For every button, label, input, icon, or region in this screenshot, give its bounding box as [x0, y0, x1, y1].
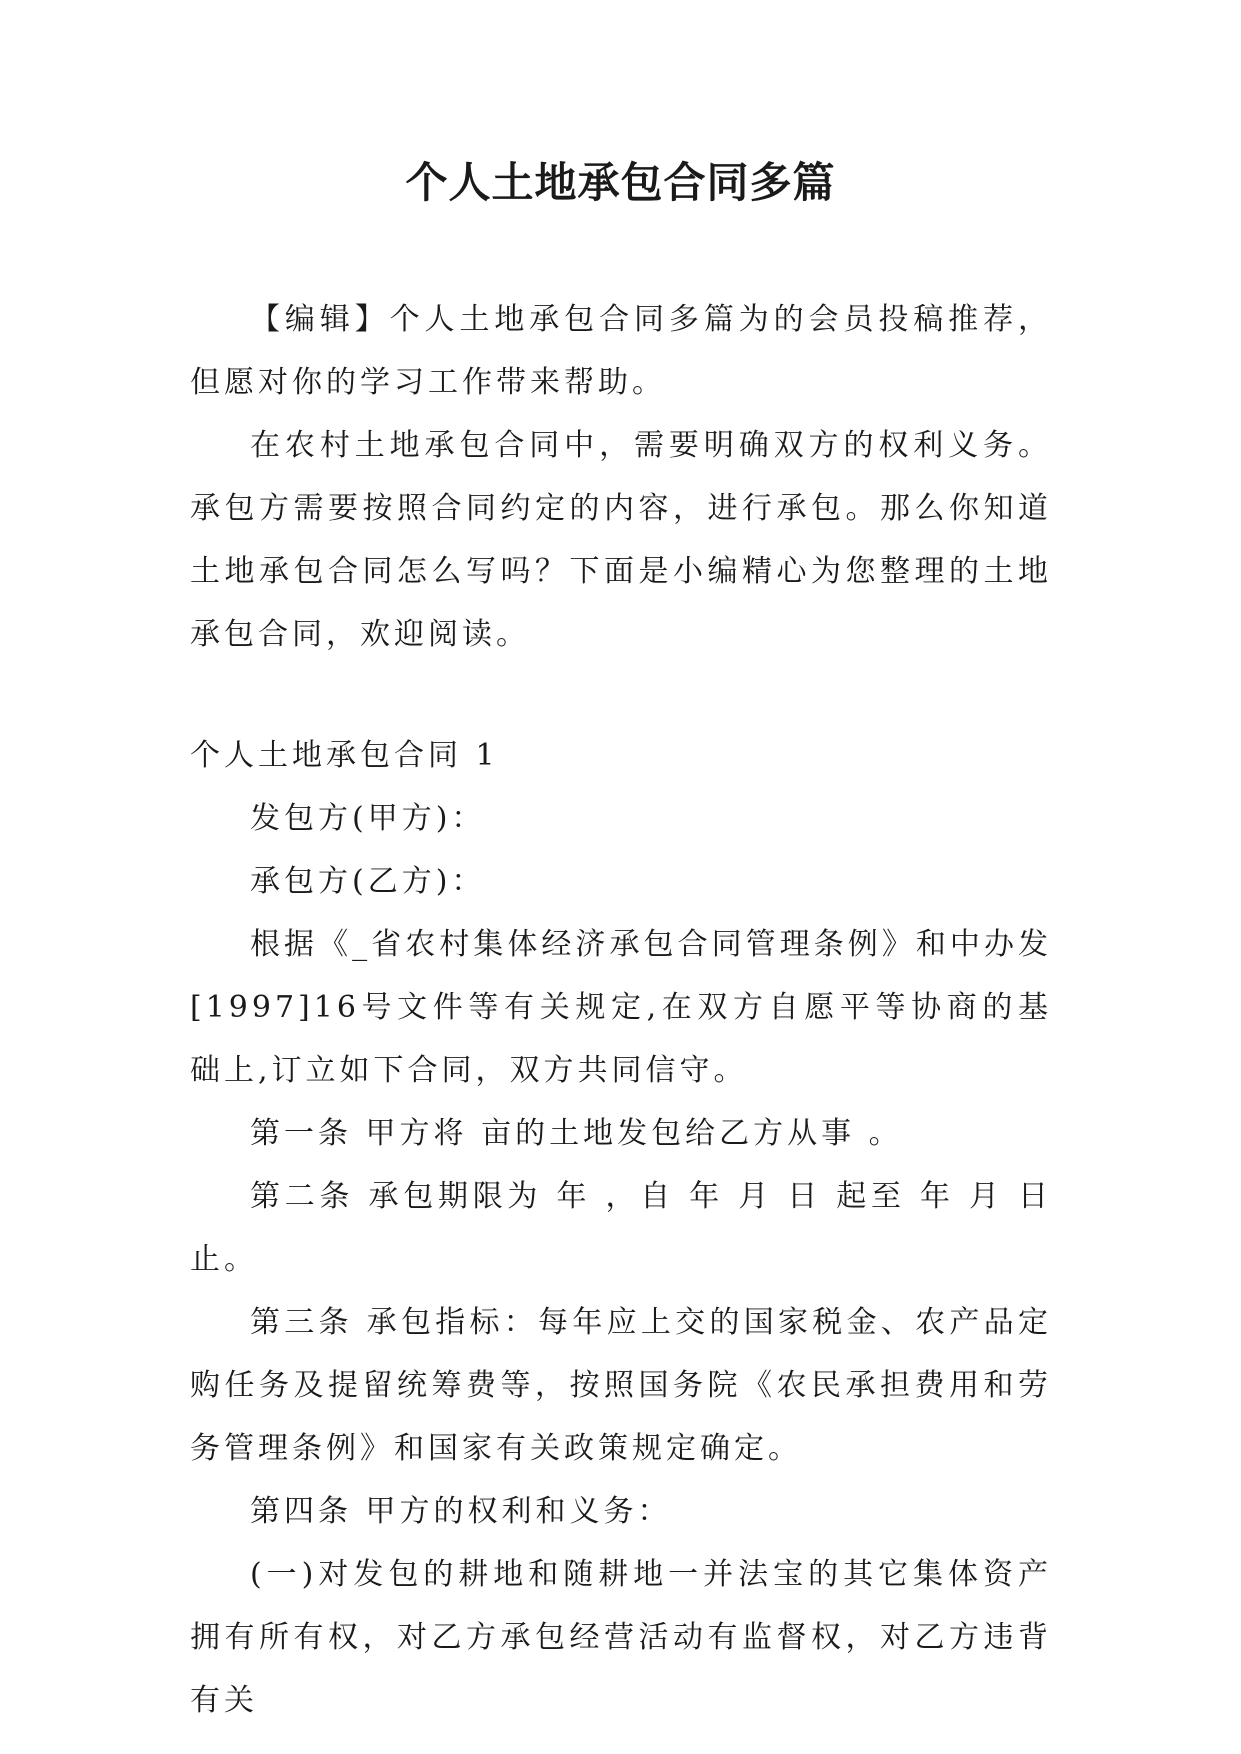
section-heading: 个人土地承包合同 1	[190, 738, 499, 773]
party-b-line: 承包方(乙方)：	[250, 864, 486, 899]
document-title: 个人土地承包合同多篇	[405, 158, 836, 207]
editor-note-paragraph: 【编辑】个人土地承包合同多篇为的会员投稿推荐，但愿对你的学习工作带来帮助。	[190, 302, 1052, 400]
article-2: 第二条 承包期限为 年 ，自 年 月 日 起至 年 月 日止。	[190, 1179, 1052, 1277]
article-1: 第一条 甲方将 亩的土地发包给乙方从事 。	[250, 1116, 903, 1151]
preamble-paragraph: 根据《_省农村集体经济承包合同管理条例》和中办发[1997]16号文件等有关规定,在双方自愿平等协商的基础上,订立如下合同，双方共同信守。	[190, 927, 1052, 1088]
article-4-clause-1: (一)对发包的耕地和随耕地一并法宝的其它集体资产拥有所有权，对乙方承包经营活动有监督权，对乙方违背有关	[190, 1557, 1052, 1718]
intro-paragraph: 在农村土地承包合同中，需要明确双方的权利义务。承包方需要按照合同约定的内容，进行承包。那么你知道土地承包合同怎么写吗？下面是小编精心为您整理的土地承包合同，欢迎阅读。	[190, 428, 1052, 652]
document-body	[190, 288, 1052, 1732]
party-a-line: 发包方(甲方)：	[250, 801, 486, 836]
article-3: 第三条 承包指标：每年应上交的国家税金、农产品定购任务及提留统筹费等，按照国务院《农民承担费用和劳务管理条例》和国家有关政策规定确定。	[190, 1305, 1052, 1466]
article-4: 第四条 甲方的权利和义务：	[250, 1494, 672, 1529]
